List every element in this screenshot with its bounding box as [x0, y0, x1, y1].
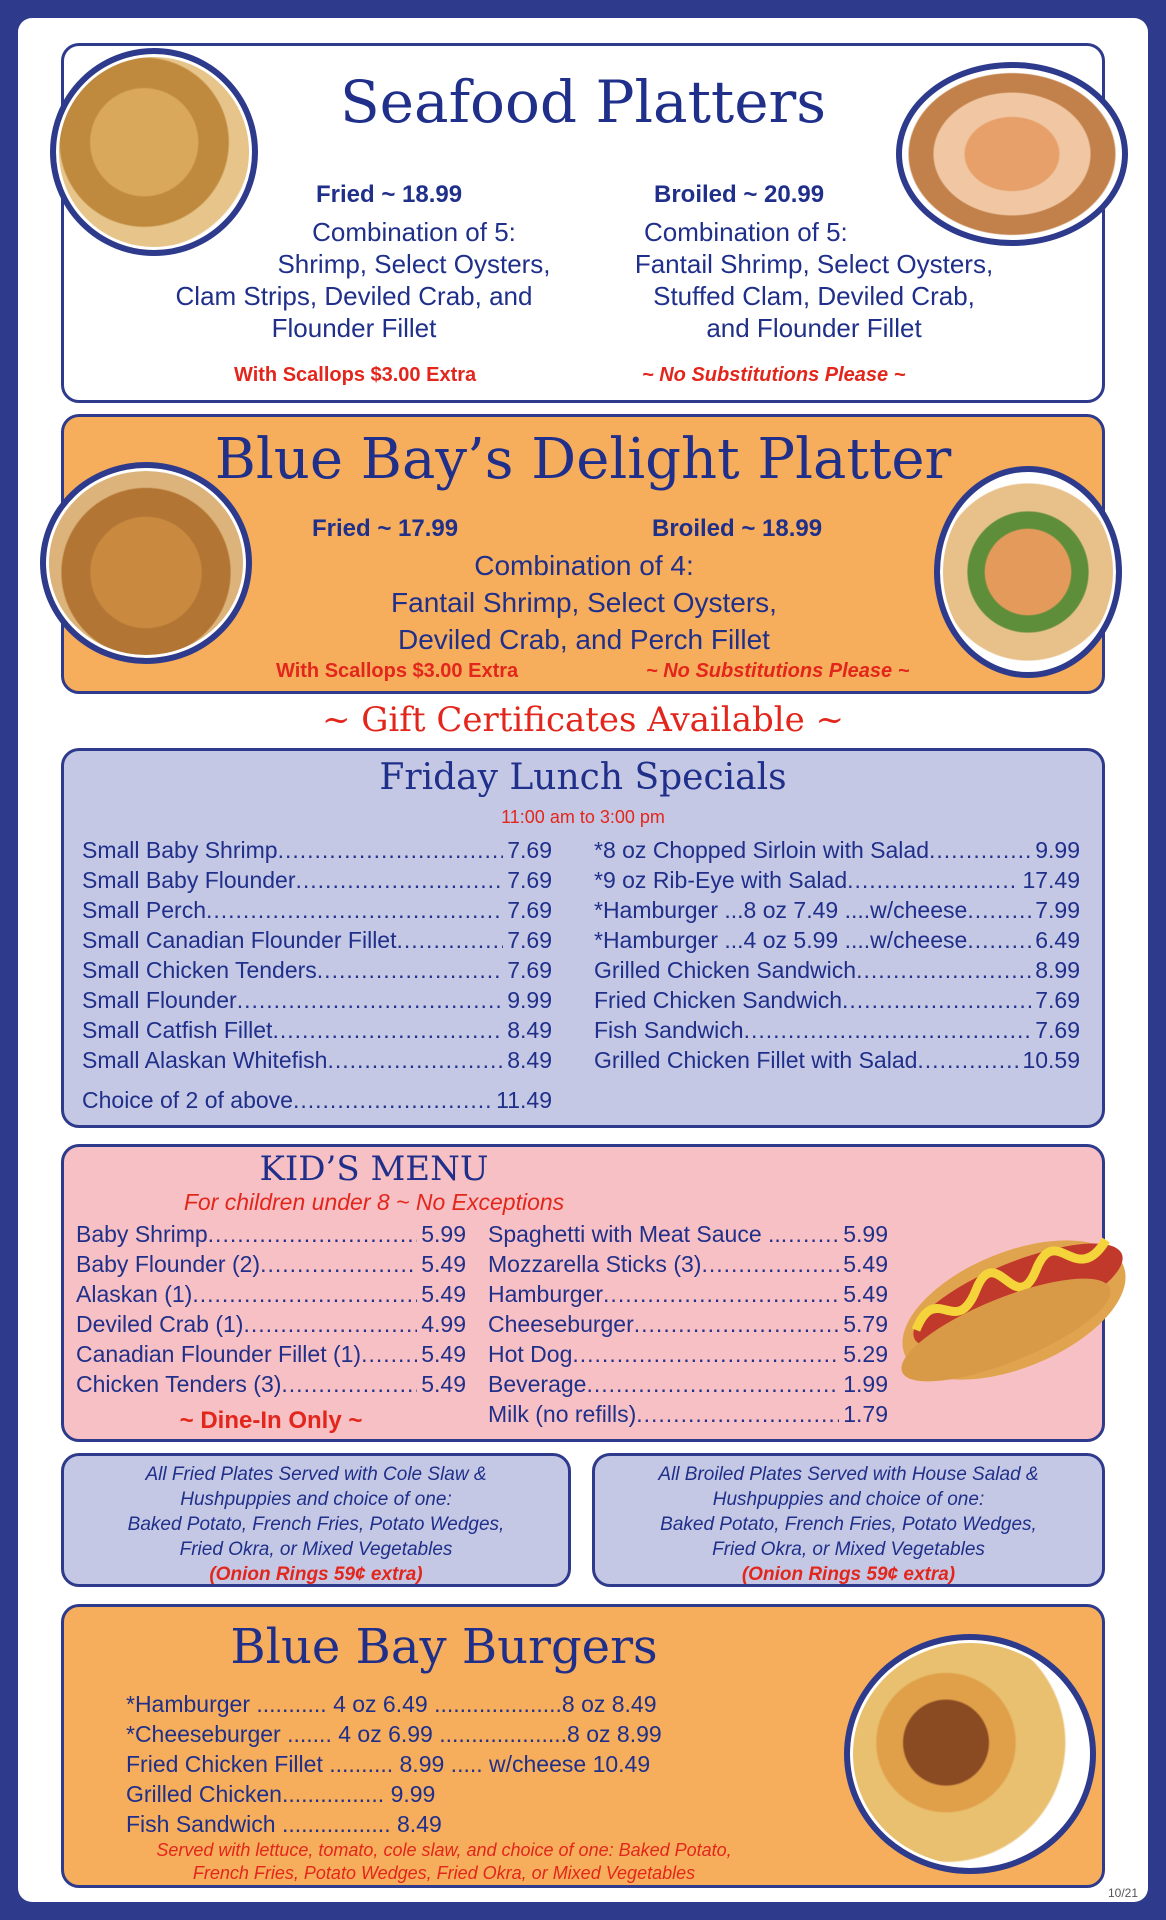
kids-item: Hot Dog ..... 5.29: [488, 1339, 888, 1369]
broiled-seafood-plate-image: [896, 62, 1128, 246]
kids-subtitle: For children under 8 ~ No Exceptions: [183, 1189, 565, 1215]
seafood-broiled-desc: Combination of 5: Fantail Shrimp, Select Oysters, Stuffed Clam, Deviled Crab, and Flounder Fillet: [634, 217, 994, 343]
kids-item: Cheeseburger ..... 5.79: [488, 1309, 888, 1339]
kids-right-list: [488, 1219, 888, 1429]
kids-item: Deviled Crab (1) ..... 4.99: [76, 1309, 466, 1339]
burger-row: *Cheeseburger ....... 4 oz 6.99 ....................8 oz 8.99: [126, 1721, 662, 1747]
seafood-fried-desc: Combination of 5: Shrimp, Select Oysters, Clam Strips, Deviled Crab, and Flounder Fillet: [175, 217, 551, 343]
lunch-item: Small Baby Shrimp ..... 7.69: [82, 835, 552, 865]
lunch-item: *Hamburger ...8 oz 7.49 ....w/cheese ..... 7.99: [594, 895, 1080, 925]
delight-broiled-price: Broiled ~ 18.99: [652, 515, 823, 542]
burger-row: Fish Sandwich ................. 8.49: [126, 1811, 442, 1837]
burger-row: *Hamburger ........... 4 oz 6.49 ....................8 oz 8.49: [126, 1691, 657, 1717]
menu-page: [18, 18, 1148, 1902]
delight-fried-plate-image: [40, 462, 252, 664]
fried-onion-rings-note: (Onion Rings 59¢ extra): [209, 1564, 423, 1585]
lunch-item: *8 oz Chopped Sirloin with Salad ..... 9.99: [594, 835, 1080, 865]
seafood-fried-price: Fried ~ 18.99: [316, 181, 463, 208]
lunch-item: Grilled Chicken Sandwich ..... 8.99: [594, 955, 1080, 985]
lunch-item: *Hamburger ...4 oz 5.99 ....w/cheese ..... 6.49: [594, 925, 1080, 955]
kids-item: Spaghetti with Meat Sauce .. ..... 5.99: [488, 1219, 888, 1249]
gift-certificates-banner: ~ Gift Certificates Available ~: [321, 700, 845, 740]
kids-item: Canadian Flounder Fillet (1) ..... 5.49: [76, 1339, 466, 1369]
lunch-choice-row: Choice of 2 of above ..... 11.49: [82, 1085, 552, 1115]
kids-item: Milk (no refills) ..... 1.79: [488, 1399, 888, 1429]
kids-item: Alaskan (1) ..... 5.49: [76, 1279, 466, 1309]
burger-plate-image: [844, 1634, 1096, 1874]
delight-fried-price: Fried ~ 17.99: [312, 515, 459, 542]
seafood-scallops-note: With Scallops $3.00 Extra: [234, 364, 477, 386]
lunch-item: Small Perch ..... 7.69: [82, 895, 552, 925]
fried-plates-sides-panel: All Fried Plates Served with Cole Slaw & Hushpuppies and choice of one: Baked Potato, French Fries, Potato Wedges, Fried Okra, or Mixed Vegetables (Onion Rings 59¢ extra): [61, 1453, 571, 1587]
hot-dog-image: [886, 1200, 1142, 1384]
delight-desc: Combination of 4: Fantail Shrimp, Select Oysters, Deviled Crab, and Perch Fillet: [391, 550, 777, 655]
kids-item: Beverage ..... 1.99: [488, 1369, 888, 1399]
seafood-no-substitutions-note: ~ No Substitutions Please ~: [642, 364, 906, 386]
kids-item: Hamburger ..... 5.49: [488, 1279, 888, 1309]
fried-seafood-plate-image: [50, 48, 258, 256]
broiled-plates-sides-panel: All Broiled Plates Served with House Salad & Hushpuppies and choice of one: Baked Potato, French Fries, Potato Wedges, Fried Okra, or Mixed Vegetables (Onion Rings 59¢ extra): [592, 1453, 1105, 1587]
lunch-item: Small Baby Flounder ..... 7.69: [82, 865, 552, 895]
kids-dine-in-note: ~ Dine-In Only ~: [179, 1407, 363, 1434]
lunch-left-list: [82, 835, 552, 1115]
delight-broiled-plate-image: [934, 466, 1122, 678]
friday-lunch-panel: [61, 748, 1105, 1128]
seafood-broiled-price: Broiled ~ 20.99: [654, 181, 825, 208]
lunch-item: *9 oz Rib-Eye with Salad ..... 17.49: [594, 865, 1080, 895]
lunch-item: Fish Sandwich ..... 7.69: [594, 1015, 1080, 1045]
lunch-item: Small Chicken Tenders ..... 7.69: [82, 955, 552, 985]
kids-item: Baby Flounder (2) ..... 5.49: [76, 1249, 466, 1279]
lunch-title: Friday Lunch Specials: [379, 757, 787, 798]
lunch-item: Small Flounder ..... 9.99: [82, 985, 552, 1015]
lunch-item: Small Alaskan Whitefish ..... 8.49: [82, 1045, 552, 1075]
hot-dog-icon: [886, 1200, 1142, 1384]
burger-row: Fried Chicken Fillet .......... 8.99 ..... w/cheese 10.49: [126, 1751, 651, 1777]
burgers-list: [126, 1689, 662, 1839]
delight-title: Blue Bay’s Delight Platter: [214, 427, 952, 492]
kids-left-list: [76, 1219, 466, 1434]
lunch-item: Small Catfish Fillet ..... 8.49: [82, 1015, 552, 1045]
lunch-item: Grilled Chicken Fillet with Salad ..... 10.59: [594, 1045, 1080, 1075]
lunch-item: Fried Chicken Sandwich ..... 7.69: [594, 985, 1080, 1015]
seafood-title: Seafood Platters: [339, 68, 827, 136]
kids-item: Baby Shrimp ..... 5.99: [76, 1219, 466, 1249]
menu-code: 10/21: [1108, 1886, 1139, 1900]
kids-title: KID’S MENU: [259, 1149, 489, 1189]
broiled-onion-rings-note: (Onion Rings 59¢ extra): [741, 1564, 956, 1585]
lunch-right-list: [594, 835, 1080, 1075]
burger-row: Grilled Chicken................ 9.99: [126, 1781, 436, 1807]
kids-item: Chicken Tenders (3) ..... 5.49: [76, 1369, 466, 1399]
burgers-note: Served with lettuce, tomato, cole slaw, and choice of one: Baked Potato, French Fries, Potato Wedges, Fried Okra, or Mixed Vegetables: [156, 1840, 732, 1883]
lunch-item: Small Canadian Flounder Fillet ..... 7.69: [82, 925, 552, 955]
delight-scallops-note: With Scallops $3.00 Extra: [276, 660, 519, 682]
burgers-title: Blue Bay Burgers: [230, 1619, 658, 1675]
delight-no-substitutions-note: ~ No Substitutions Please ~: [646, 660, 910, 682]
kids-item: Mozzarella Sticks (3) ..... 5.49: [488, 1249, 888, 1279]
lunch-hours: 11:00 am to 3:00 pm: [501, 807, 665, 827]
